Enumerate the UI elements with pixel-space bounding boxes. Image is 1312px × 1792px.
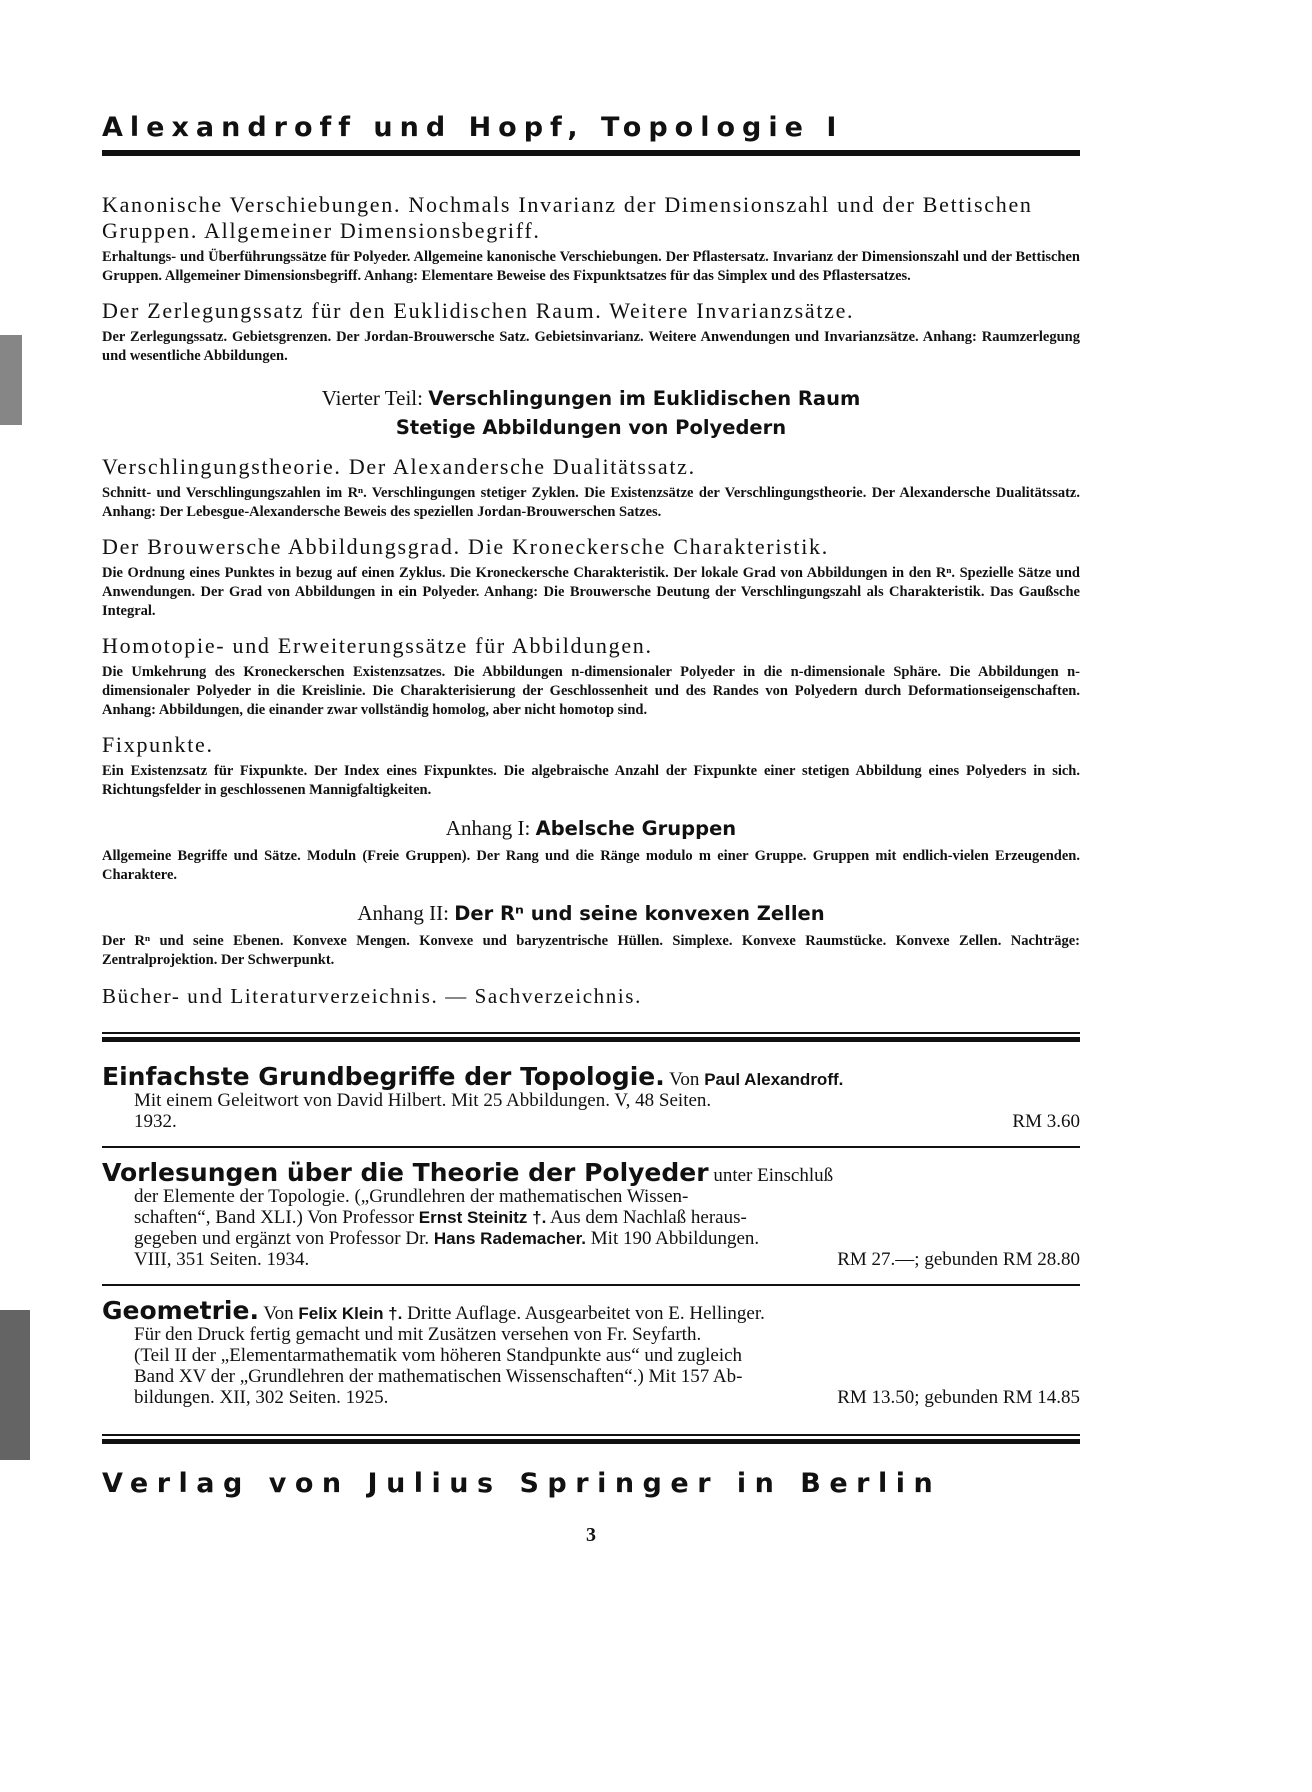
appendix-body: Allgemeine Begriffe und Sätze. Moduln (Freie Gruppen). Der Rang und die Ränge modulo m einer Gruppe. Gruppen mit endlich-vielen Erzeugenden. Charaktere. <box>102 848 1080 883</box>
book-details: Mit 190 Abbildungen. <box>590 1228 760 1249</box>
section-heading: Fixpunkte. <box>102 732 214 757</box>
part-title-line1: Verschlingungen im Euklidischen Raum <box>428 387 861 410</box>
closing-line: Bücher- und Literaturverzeichnis. — Sachverzeichnis. <box>102 984 642 1008</box>
section-body: Schnitt- und Verschlingungszahlen im Rⁿ. Verschlingungen stetiger Zyklen. Die Existenzsätze der Verschlingungstheorie. Der Alexandersche Dualitätssatz. Anhang: Der Lebesgue-Alexandersche Beweis des speziellen Jordan-Brouwerschen Satzes. <box>102 485 1080 520</box>
book-title: Einfachste Grundbegriffe der Topologie. <box>102 1062 665 1091</box>
section-heading: Verschlingungstheorie. Der Alexandersche Dualitätssatz. <box>102 454 696 479</box>
page-content <box>102 110 1080 1547</box>
book-year: 1932. <box>134 1111 177 1132</box>
part-heading <box>102 384 1080 442</box>
section-heading: Homotopie- und Erweiterungssätze für Abbildungen. <box>102 633 653 658</box>
section-body: Erhaltungs- und Überführungssätze für Polyeder. Allgemeine kanonische Verschiebungen. Der Pflastersatz. Invarianz der Dimensionszahl und der Bettischen Gruppen. Allgemeiner Dimensionsbegriff. Anhang: Elementare Beweise des Fixpunktsatzes für das Simplex und des Pflastersatzes. <box>102 249 1080 284</box>
section-body: Die Umkehrung des Kroneckerschen Existenzsatzes. Die Abbildungen n-dimensionaler Polyeder in die n-dimensionale Sphäre. Die Abbildungen n-dimensionaler Polyeder in die Kreislinie. Die Charakterisierung der Geschlossenheit und des Randes von Polyedern durch Deformationseigenschaften. Anhang: Abbildungen, die einander zwar vollständig homolog, aber nicht homotop sind. <box>102 664 1080 718</box>
appendix-title: Abelsche Gruppen <box>535 817 737 840</box>
section-body: Ein Existenzsatz für Fixpunkte. Der Index eines Fixpunktes. Die algebraische Anzahl der Fixpunkte einer stetigen Abbildung eines Polyeders in sich. Richtungsfelder in geschlossenen Mannigfaltigkeiten. <box>102 763 1080 798</box>
book-listing <box>102 1158 1080 1270</box>
book-details: gegeben und ergänzt von Professor Dr. <box>134 1228 430 1249</box>
section-divider <box>102 1032 1080 1042</box>
appendix-prefix: Anhang II: <box>357 901 449 925</box>
header-rule <box>102 150 1080 156</box>
book-divider <box>102 1284 1080 1286</box>
appendix-heading <box>102 814 1080 843</box>
book-details: Band XV der „Grundlehren der mathematischen Wissenschaften“.) Mit 157 Ab- <box>134 1366 743 1387</box>
book-details: der Elemente der Topologie. („Grundlehren der mathematischen Wissen- <box>134 1186 689 1207</box>
appendix-title: Der Rⁿ und seine konvexen Zellen <box>454 902 825 925</box>
book-author: Hans Rademacher. <box>433 1229 587 1248</box>
page-number: 3 <box>586 1524 596 1546</box>
book-details: unter Einschluß <box>713 1165 834 1186</box>
book-listing <box>102 1296 1080 1408</box>
book-details: schaften“, Band XLI.) Von Professor <box>134 1207 415 1228</box>
section-heading: Der Brouwersche Abbildungsgrad. Die Kroneckersche Charakteristik. <box>102 534 829 559</box>
appendix-heading <box>102 899 1080 928</box>
section-body: Der Zerlegungssatz. Gebietsgrenzen. Der Jordan-Brouwersche Satz. Gebietsinvarianz. Weitere Anwendungen und Invarianzsätze. Anhang: Raumzerlegung und wesentliche Abbildungen. <box>102 329 1080 364</box>
scan-edge-mark <box>0 335 22 425</box>
book-year: VIII, 351 Seiten. 1934. <box>134 1249 310 1270</box>
part-prefix: Vierter Teil: <box>321 386 423 410</box>
appendix-body: Der Rⁿ und seine Ebenen. Konvexe Mengen. Konvexe und baryzentrische Hüllen. Simplexe. Konvexe Raumstücke. Konvexe Zellen. Nachträge: Zentralprojektion. Der Schwerpunkt. <box>102 933 1080 968</box>
page-header-title: Alexandroff und Hopf, Topologie I <box>102 112 844 143</box>
section-heading: Der Zerlegungssatz für den Euklidischen Raum. Weitere Invarianzsätze. <box>102 298 855 323</box>
section-heading: Kanonische Verschiebungen. Nochmals Invarianz der Dimensionszahl und der Bettischen Gruppen. Allgemeiner Dimensionsbegriff. <box>102 192 1033 243</box>
book-divider <box>102 1146 1080 1148</box>
footer-rule <box>102 1434 1080 1444</box>
book-details: Für den Druck fertig gemacht und mit Zusätzen versehen von Fr. Seyfarth. <box>134 1324 702 1345</box>
book-title: Geometrie. <box>102 1296 259 1325</box>
book-author: Ernst Steinitz †. <box>418 1208 547 1227</box>
book-by: Von <box>263 1303 294 1324</box>
book-price: RM 13.50; gebunden RM 14.85 <box>837 1387 1080 1408</box>
book-details: Mit einem Geleitwort von David Hilbert. Mit 25 Abbildungen. V, 48 Seiten. <box>134 1090 712 1111</box>
book-details: Dritte Auflage. Ausgearbeitet von E. Hellinger. <box>407 1303 765 1324</box>
book-price: RM 3.60 <box>1012 1111 1080 1132</box>
book-by: Von <box>669 1069 700 1090</box>
book-year: bildungen. XII, 302 Seiten. 1925. <box>134 1387 389 1408</box>
book-details: (Teil II der „Elementarmathematik vom höheren Standpunkte aus“ und zugleich <box>134 1345 743 1366</box>
book-author: Paul Alexandroff. <box>704 1070 844 1089</box>
book-author: Felix Klein †. <box>298 1304 403 1323</box>
scan-edge-mark <box>0 1310 30 1460</box>
book-details: Aus dem Nachlaß heraus- <box>550 1207 747 1228</box>
section-body: Die Ordnung eines Punktes in bezug auf einen Zyklus. Die Kroneckersche Charakteristik. Der lokale Grad von Abbildungen in den Rⁿ. Spezielle Sätze und Anwendungen. Der Grad von Abbildungen in ein Polyeder. Anhang: Die Brouwersche Deutung der Verschlingungszahl als Charakteristik. Das Gaußsche Integral. <box>102 565 1080 619</box>
book-title: Vorlesungen über die Theorie der Polyeder <box>102 1158 709 1187</box>
appendix-prefix: Anhang I: <box>445 816 531 840</box>
book-price: RM 27.—; gebunden RM 28.80 <box>837 1249 1080 1270</box>
publisher-line: Verlag von Julius Springer in Berlin <box>102 1468 942 1499</box>
part-title-line2: Stetige Abbildungen von Polyedern <box>395 416 787 439</box>
book-listing <box>102 1062 1080 1132</box>
